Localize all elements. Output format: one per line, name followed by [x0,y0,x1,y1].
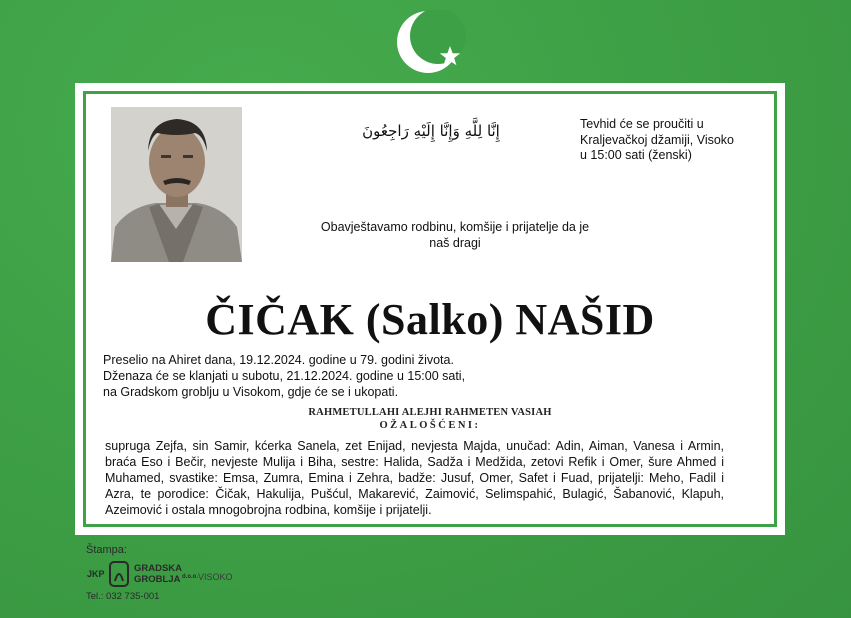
logo-line: GRADSKA [134,563,183,574]
details-line: Dženaza će se klanjati u subotu, 21.12.2024. godine u 15:00 sati, [103,368,466,383]
logo-name [134,563,182,585]
logo-jkp: JKP [87,569,105,579]
announcement-line: Obavještavamo rodbinu, komšije i prijatelje da je [320,220,590,234]
arabic-calligraphy [356,104,506,154]
prayer-time-line: Kraljevačkoj džamiji, Visoko [580,132,734,147]
printer-footer [86,544,286,602]
details-line: Preselio na Ahiret dana, 19.12.2024. godine u 79. godini života. [103,353,454,367]
crescent-star-icon [396,10,466,76]
funeral-details [103,353,533,400]
announcement-text [300,220,610,251]
printer-logo [86,561,286,591]
printer-phone: Tel.: 032 735-001 [86,591,160,602]
announcement-line: naš dragi [429,235,481,250]
print-label: Štampa: [86,544,127,556]
mourners-heading: OŽALOŠĆENI: [379,420,481,431]
prayer-time-line: Tevhid će se proučiti u [580,117,704,131]
cemetery-logo-icon [108,561,130,587]
mourners-list: supruga Zejfa, sin Samir, kćerka Sanela, zet Enijad, nevjesta Majda, unučad: Adin, Aiman, Vanesa i Armin, braća Eso i Bečir, nevjeste Mulija i Biha, sestre: Halida, Sadža i Medžida, zetovi Refik i Omer, šure Ahmed i Muhamed, svastike: Emsa, Zumra, Emina i Zehra, badže: Jusuf, Omer, Safet i Fuad, prijatelji: Meho, Fadil i Azra, te porodice: Čičak, Hakulija, Pušćul, Makarević, Zaimović, Selimspahić, Bulagić, Šabanović, Klapuh, Azeimović i ostala mnogobrojna rodbina, komšije i prijatelji. [105,439,724,517]
details-line: na Gradskom groblju u Visokom, gdje će se i ukopati. [103,384,399,399]
logo-city: VISOKO [198,572,233,582]
logo-line: GROBLJA [134,574,181,585]
prayer-time-info [580,117,760,164]
logo-doo: d.o.o. [182,574,198,580]
prayer-time-line: u 15:00 sati (ženski) [580,148,692,162]
svg-text:إِنَّا لِلَّهِ وَإِنَّا إِلَيْ: إِنَّا لِلَّهِ وَإِنَّا إِلَيْهِ رَاجِعُونَ [362,122,500,140]
deceased-name: ČIČAK (Salko) NAŠID [205,295,655,344]
rahmet-prayer: RAHMETULLAHI ALEJHI RAHMETEN VASIAH [308,407,552,418]
deceased-photo [111,107,242,262]
